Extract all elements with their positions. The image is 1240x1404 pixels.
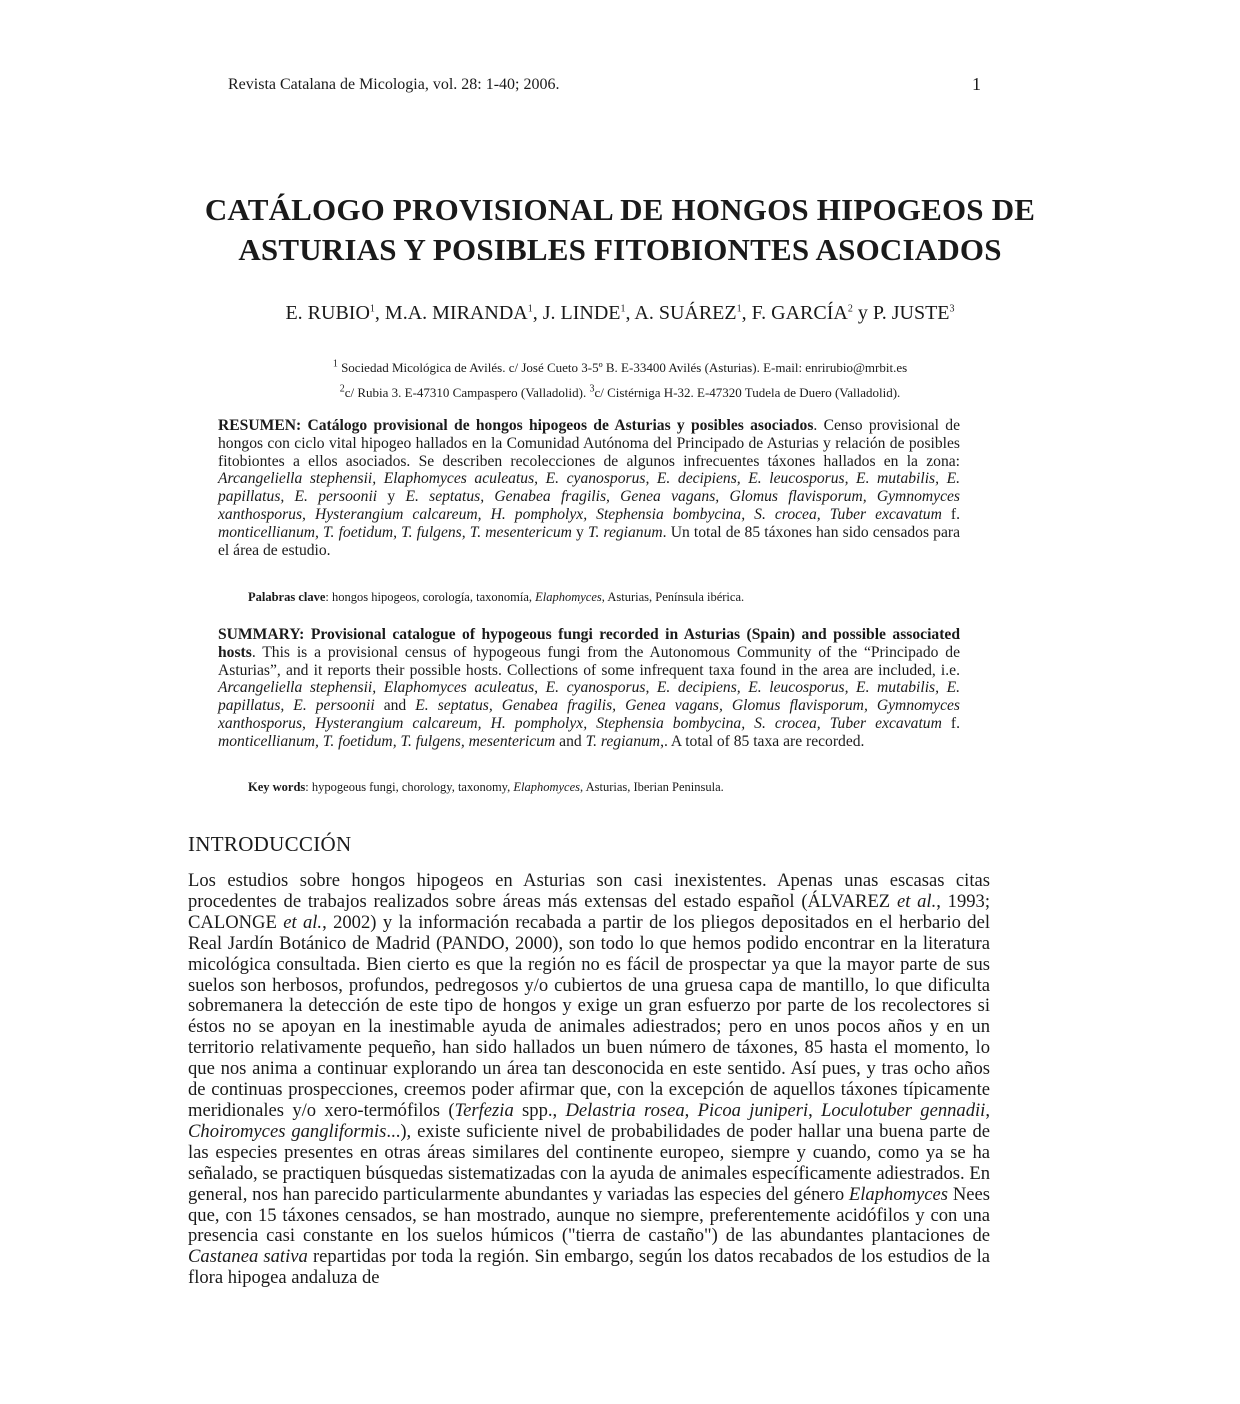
affiliation-text: c/ Rubia 3. E-47310 Campaspero (Valladolid). — [344, 385, 590, 400]
affiliation-1 — [150, 360, 1090, 376]
body-text: , — [985, 1099, 990, 1121]
body-text: , 2002) y la información recabada a partir de los pliegos depositados en el herbario del Real Jardín Botánico de Madrid (PANDO, 2000), son todo lo que hemos podido encontrar en la literatura micológica consultada. Bien cierto es que la región no es fácil de prospectar ya que la mayor parte de sus suelos son herbosos, profundos, pedregosos y/o cubiertos de una gruesa capa de mantillo, lo que dificulta sobremanera la detección de este tipo de hongos y exige un gran esfuerzo por parte de los recolectores si éstos no se apoyan en la inestimable ayuda de animales adiestrados; pero en unos pocos años y en un territorio relativamente pequeño, han sido hallados un buen número de táxones, 85 hasta el momento, lo que nos anima a continuar explorando un área tan desconocida en este sentido. Así pues, y tras ocho años de continuas prospecciones, creemos poder afirmar que, con la excepción de aquellos táxones típicamente meridionales y/o xero-termófilos ( — [188, 911, 990, 1121]
taxon-names: E. septatus, Genabea fragilis, Genea vagans, Glomus flavisporum, Gymnomyces xanthosporus, Hysterangium calcareum, H. pompholyx, Stephensia bombycina, S. crocea, Tuber excavatum — [218, 697, 961, 732]
taxon-names: T. regianum — [587, 523, 663, 541]
author-name: E. RUBIO — [285, 302, 370, 324]
resumen-abstract — [218, 417, 960, 559]
body-italic: Terfezia — [454, 1099, 514, 1121]
title-line-1: CATÁLOGO PROVISIONAL DE HONGOS HIPOGEOS DE — [204, 192, 1036, 227]
author-affil-mark: 1 — [620, 303, 626, 315]
keywords-taxon: Elaphomyces — [513, 780, 581, 794]
body-italic: et al. — [283, 911, 323, 933]
author-affil-mark: 1 — [369, 303, 375, 315]
keywords-text: , Asturias, Iberian Peninsula. — [580, 780, 724, 794]
keywords-text: : hypogeous fungi, chorology, taxonomy, — [305, 780, 514, 794]
body-text: Nees que, con 15 táxones censados, se han mostrado, aunque no siempre, preferentemente acidófilos y con una presencia casi constante en los suelos húmicos ("tierra de castaño") de las abundantes plantaciones de — [188, 1183, 990, 1247]
section-heading-introduccion: INTRODUCCIÓN — [188, 832, 352, 856]
resumen-text: y — [571, 523, 588, 541]
keywords-taxon: Elaphomyces — [535, 590, 602, 604]
keywords-text: , Asturias, Península ibérica. — [601, 590, 745, 604]
author-separator: y — [852, 302, 873, 324]
title-line-2: ASTURIAS Y POSIBLES FITOBIONTES ASOCIADOS — [238, 232, 1002, 267]
body-italic: Loculotuber gennadii — [821, 1099, 986, 1121]
page-number: 1 — [972, 74, 981, 94]
author-name: J. LINDE — [542, 302, 621, 324]
author-separator: , — [374, 302, 385, 324]
summary-text: . This is a provisional census of hypogeous fungi from the Autonomous Community of the “Principado de Asturias”, and it reports their possible hosts. Collections of some infrequent taxa found in the area are included, i.e. — [218, 643, 960, 679]
summary-lead: SUMMARY: Provisional catalogue of hypogeous fungi recorded in Asturias (Spain) and possible associated hosts — [218, 626, 960, 661]
taxon-names: Arcangeliella stephensii, Elaphomyces aculeatus, E. cyanosporus, E. decipiens, E. leucosporus, E. mutabilis, E. papillatus, E. persoonii — [218, 679, 960, 715]
keywords-label: Key words — [248, 780, 306, 794]
body-italic: Delastria rosea — [565, 1099, 685, 1121]
summary-text: and — [374, 697, 416, 715]
affiliation-2-3 — [150, 385, 1090, 401]
keywords-text: : hongos hipogeos, corología, taxonomía, — [325, 590, 536, 604]
taxon-names: E. septatus, Genabea fragilis, Genea vagans, Glomus flavisporum, Gymnomyces xanthosporus, Hysterangium calcareum, H. pompholyx, Stephensia bombycina, S. crocea, Tuber excavatum — [218, 488, 961, 523]
author-affil-mark: 1 — [527, 303, 533, 315]
body-italic: Picoa juniperi — [697, 1099, 809, 1121]
taxon-names: monticellianum, T. foetidum, T. fulgens, T. mesentericum — [218, 523, 572, 541]
body-text: , — [684, 1099, 698, 1121]
affiliation-mark: 1 — [332, 358, 338, 370]
author-separator: , — [532, 302, 543, 324]
author-name: F. GARCÍA — [751, 302, 848, 324]
taxon-names: monticellianum, T. foetidum, T. fulgens, mesentericum — [218, 732, 556, 750]
body-italic: et al. — [896, 890, 937, 912]
keywords-label: Palabras clave — [248, 590, 326, 604]
summary-text: and — [555, 732, 586, 750]
body-italic: Castanea sativa — [188, 1246, 308, 1268]
body-italic: Choiromyces gangliformis — [188, 1120, 387, 1142]
introduccion-paragraph — [188, 871, 990, 1289]
body-italic: Elaphomyces — [848, 1183, 949, 1205]
author-list — [150, 302, 1090, 325]
taxon-names: T. regianum — [585, 732, 661, 750]
author-separator: , — [741, 302, 752, 324]
resumen-text: y — [377, 488, 406, 506]
running-head: Revista Catalana de Micologia, vol. 28: 1-40; 2006. — [228, 76, 560, 93]
body-text: repartidas por toda la región. Sin embargo, según los datos recabados de los estudios de la flora hipogea andaluza de — [188, 1246, 990, 1289]
summary-text: ,. A total of 85 taxa are recorded. — [660, 732, 865, 750]
resumen-text: . Censo provisional de hongos con ciclo vital hipogeo hallados en la Comunidad Autónoma del Principado de Asturias y relación de posibles fitobiontes a ellos asociados. Se describen recolecciones de algunos infrecuentes táxones hallados en la zona: — [218, 417, 960, 470]
summary-abstract — [218, 626, 960, 751]
affiliation-mark: 2 — [339, 383, 345, 395]
summary-text: f. — [941, 714, 960, 732]
resumen-lead: RESUMEN: Catálogo provisional de hongos hipogeos de Asturias y posibles asociados — [218, 417, 814, 434]
author-affil-mark: 1 — [736, 303, 742, 315]
taxon-names: Arcangeliella stephensii, Elaphomyces aculeatus, E. cyanosporus, E. decipiens, E. leucosporus, E. mutabilis, E. papillatus, E. persoonii — [218, 470, 960, 506]
author-affil-mark: 2 — [847, 303, 853, 315]
body-text: , 1993; CALONGE — [188, 890, 990, 933]
key-words — [248, 780, 724, 795]
resumen-text: . Un total de 85 táxones han sido censados para el área de estudio. — [218, 523, 961, 559]
author-name: A. SUÁREZ — [634, 302, 737, 324]
author-separator: , — [625, 302, 635, 324]
author-name: P. JUSTE — [872, 302, 950, 324]
palabras-clave — [248, 590, 744, 605]
body-text: spp., — [513, 1099, 566, 1121]
resumen-text: f. — [941, 505, 960, 523]
affiliation-mark: 3 — [589, 383, 595, 395]
affiliation-text: c/ Cistérniga H-32. E-47320 Tudela de Duero (Valladolid). — [594, 385, 901, 400]
body-text: , — [808, 1099, 822, 1121]
body-text: ...), existe suficiente nivel de probabilidades de poder hallar una buena parte de las especies presentes en otras áreas similares del continente europeo, siempre y cuando, como ya se ha señalado, se practiquen búsquedas sistematizadas con la ayuda de animales específicamente adiestrados. En general, nos han parecido particularmente abundantes y variadas las especies del género — [188, 1120, 991, 1205]
body-text: Los estudios sobre hongos hipogeos en Asturias son casi inexistentes. Apenas unas escasas citas procedentes de trabajos realizados sobre áreas más extensas del estado español (ÁLVAREZ — [188, 870, 990, 912]
paper-title — [150, 190, 1090, 270]
affiliation-text: Sociedad Micológica de Avilés. c/ José Cueto 3-5º B. E-33400 Avilés (Asturias). E-mail: enrirubio@mrbit.es — [341, 360, 908, 375]
author-name: M.A. MIRANDA — [384, 302, 528, 324]
author-affil-mark: 3 — [949, 303, 955, 315]
